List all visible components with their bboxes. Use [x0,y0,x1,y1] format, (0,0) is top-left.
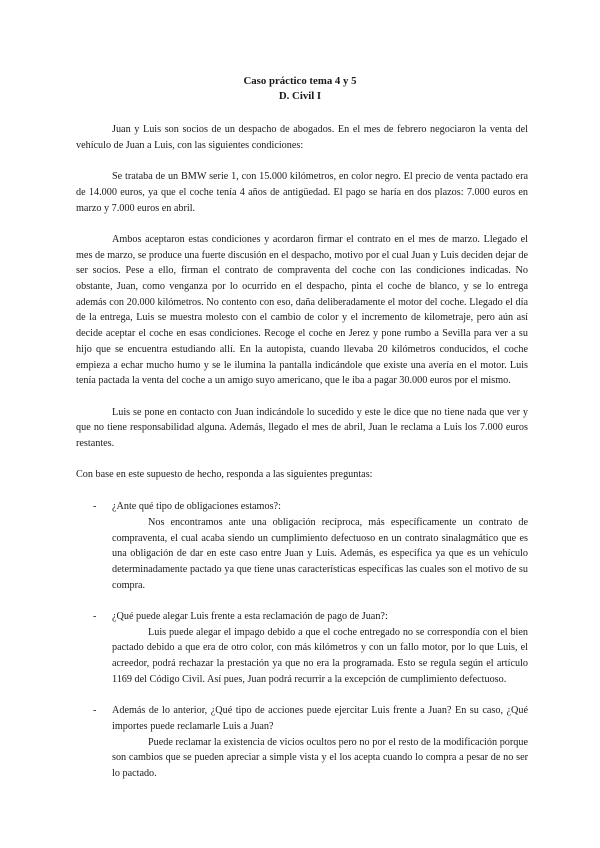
question-item [76,609,528,688]
document-header [0,74,600,104]
document-title: Caso práctico tema 4 y 5 [243,75,357,87]
paragraph-claim: Luis se pone en contacto con Juan indicándole lo sucedido y este le dice que no tiene nada que ver y que no tiene responsabilidad alguna. Además, llegado el mes de abril, Juan le reclama a Luis los 7.000 euros restantes. [76,406,528,450]
question-text: ¿Ante qué tipo de obligaciones estamos?: [112,501,281,513]
paragraph-facts: Ambos aceptaron estas condiciones y acordaron firmar el contrato en el mes de marzo. Llegado el mes de marzo, se produce una fuerte discusión en el despacho, motivo por el cual Juan y Luis deciden dejar de ser socios. Pese a ello, firman el contrato de compraventa del coche con las condiciones indicadas. No obstante, Juan, como venganza por lo ocurrido en el despacho, pinta el coche de blanco, y se lo entrega además con 20.000 kilómetros. No contento con eso, daña deliberadamente el motor del coche. Llegado el día de la entrega, Luis se muestra molesto con el cambio de color y el incremento de kilometraje, pero aún así decide aceptar el coche en esas condiciones. Recoge el coche en Jerez y pone rumbo a Sevilla para ver a su hijo que se encuentra estudiando allí. En la autopista, cuando llevaba 20 kilómetros conducidos, el coche empieza a echar mucho humo y se le ilumina la pantalla indicándole que existe una avería en el motor. Luis tenía pactada la venta del coche a un amigo suyo americano, que le iba a pagar 30.000 euros por el mismo. [76,233,528,387]
list-dash: - [93,705,97,717]
answer-text: Luis puede alegar el impago debido a que el coche entregado no se correspondía con el bien pactado debido a que era de otro color, con más kilómetros y con un fallo motor, por lo que Luis, el acreedor, podrá rechazar la prestación ya que no era la programada. Esto se regula según el artículo 1169 del Código Civil. Así pues, Juan podrá recurrir a la excepción de cumplimiento defectuoso. [112,626,528,685]
paragraph-intro-parties: Juan y Luis son socios de un despacho de abogados. En el mes de febrero negociaron la venta del vehículo de Juan a Luis, con las siguientes condiciones: [76,124,528,151]
list-dash: - [93,501,97,513]
question-item [76,499,528,593]
document-body [76,122,528,797]
answer-text: Nos encontramos ante una obligación recíproca, más específicamente un contrato de compraventa, el cual acaba siendo un cumplimiento defectuoso en un contrato sinalagmático que es una obligación de dar en este caso entre Juan y Luis. Además, es específica ya que es un vehículo determinadamente pactado ya que tiene unas características específicas las cuales son el motivo de su compra. [112,516,528,591]
paragraph-vehicle-conditions: Se trataba de un BMW serie 1, con 15.000 kilómetros, en color negro. El precio de venta pactado era de 14.000 euros, ya que el coche tenía 4 años de antigüedad. El pago se haría en dos plazos: 7.000 euros en marzo y 7.000 euros en abril. [76,171,528,214]
question-text: Además de lo anterior, ¿Qué tipo de acciones puede ejercitar Luis frente a Juan? En su caso, ¿Qué importes puede reclamarle Luis a Juan? [112,705,528,732]
question-item [76,703,528,782]
answer-text: Puede reclamar la existencia de vicios ocultos pero no por el resto de la modificación porque son cambios que se pueden apreciar a simple vista y el los acepta cuando lo compra a pesar de no ser lo pactado. [112,736,528,780]
question-text: ¿Qué puede alegar Luis frente a esta reclamación de pago de Juan?: [112,611,388,623]
document-subtitle: D. Civil I [278,90,322,102]
questions-intro: Con base en este supuesto de hecho, responda a las siguientes preguntas: [76,469,373,481]
list-dash: - [93,611,97,623]
